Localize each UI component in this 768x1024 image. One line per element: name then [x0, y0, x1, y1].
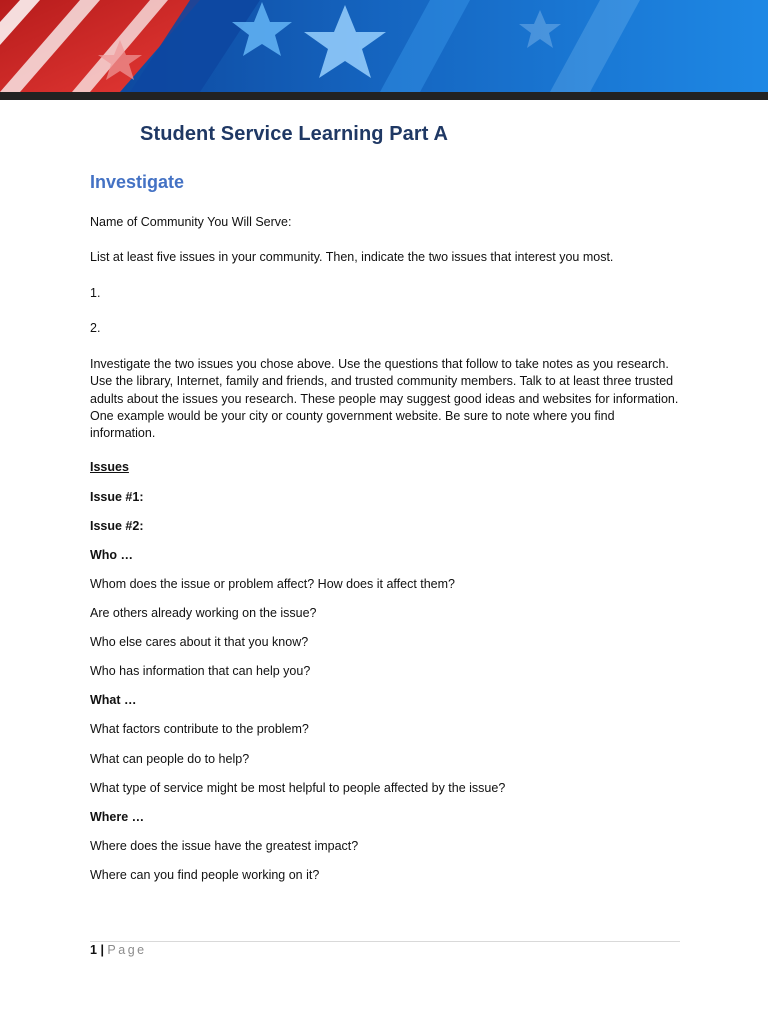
investigate-paragraph: Investigate the two issues you chose above. Use the questions that follow to take notes as you research. Use the library, Internet, family and friends, and trusted community members. Talk to at least three trusted adults about the issues you research. These people may suggest good ideas and websites for information. One example would be your city or county government website. Be sure to note where you find information.: [90, 357, 679, 441]
page-footer: [90, 943, 147, 957]
what-heading: What …: [90, 693, 137, 707]
footer-divider: [90, 941, 680, 942]
what-question-3: What type of service might be most helpful to people affected by the issue?: [90, 781, 506, 795]
list-item-1: 1.: [90, 286, 101, 300]
where-question-1: Where does the issue have the greatest impact?: [90, 839, 359, 853]
where-heading: Where …: [90, 810, 145, 824]
flag-stars-banner-image: [0, 0, 768, 100]
who-heading: Who …: [90, 548, 134, 562]
community-name-prompt: Name of Community You Will Serve:: [90, 215, 292, 229]
list-issues-prompt: List at least five issues in your community. Then, indicate the two issues that interest you most.: [90, 250, 614, 264]
page-number: 1: [90, 943, 97, 957]
issue-1-label: Issue #1:: [90, 490, 144, 504]
what-question-2: What can people do to help?: [90, 752, 250, 766]
who-question-4: Who has information that can help you?: [90, 664, 311, 678]
who-question-2: Are others already working on the issue?: [90, 606, 317, 620]
where-question-2: Where can you find people working on it?: [90, 868, 320, 882]
page-title: Student Service Learning Part A: [140, 123, 448, 145]
section-heading-investigate: Investigate: [90, 172, 185, 192]
issue-2-label: Issue #2:: [90, 519, 144, 533]
who-question-1: Whom does the issue or problem affect? How does it affect them?: [90, 577, 456, 591]
who-question-3: Who else cares about it that you know?: [90, 635, 309, 649]
issues-heading: Issues: [90, 460, 129, 474]
header-banner: [0, 0, 768, 100]
what-question-1: What factors contribute to the problem?: [90, 722, 309, 736]
list-item-2: 2.: [90, 321, 101, 335]
footer-separator: |: [100, 943, 104, 957]
page-label: Page: [107, 943, 147, 957]
